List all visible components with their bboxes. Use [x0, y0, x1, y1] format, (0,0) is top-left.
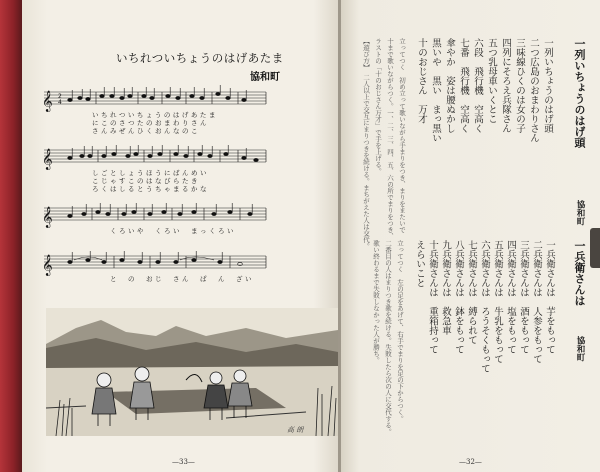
right-page: [341, 0, 600, 472]
left-page: [22, 0, 339, 472]
song1-line-1: 一列いちょうのはげ頭: [542, 38, 553, 133]
lyrics-row-4: と の おじ さん ぱ ん ざい: [110, 275, 254, 283]
song2-line-9: 九兵衛さんは 救急車: [440, 240, 451, 335]
song2-line-6: 六兵衛さんは ろうそくもって: [479, 240, 490, 373]
song2-line-10: 十兵衛さんは 重箱持って: [427, 240, 438, 354]
children-landscape-illustration: [46, 308, 338, 436]
song1-place: 協和町: [575, 200, 585, 226]
song1-note-2: 十まで歌いながらつく。一、二、三、四、五、六の所でまりをつき、: [386, 38, 394, 240]
notes-row-4: [68, 251, 266, 268]
song1-line-8: 傘やか 姿は腰ぬかし: [444, 38, 455, 133]
song2-line-8: 八兵衛さんは 鉢をもって: [453, 240, 464, 354]
song2-title: 一兵衛さんは: [573, 240, 586, 306]
song1-line-7: 七番 飛行機 空高く: [458, 38, 469, 133]
lyrics-row-2b: こじゃすこのはなびらたき: [92, 177, 200, 185]
song1-line-3: 三味線ひくのは女の子: [514, 38, 525, 133]
song1-line-2: 二つ広島のおまわりさん: [528, 38, 539, 143]
song2-place: 協和町: [575, 336, 585, 362]
bookmark-clip: [590, 228, 600, 268]
treble-clef: 𝄞: [42, 255, 53, 276]
song1-line-4: 四列にそろえ兵隊さん: [500, 38, 511, 133]
page-number-right: —32—: [459, 458, 482, 466]
song2-line-1: 一兵衛さんは 芋をもって: [544, 240, 555, 354]
lyrics-row-1b: にこのさつたのおまわりさん: [92, 119, 209, 127]
song2-line-2: 二兵衛さんは 人参をもって: [531, 240, 542, 364]
song1-line-5: 五つ乳母車いくとこ: [486, 38, 497, 124]
staff-3: [44, 208, 266, 220]
lyrics-row-3: くろいや くろい まっくろい: [110, 227, 236, 235]
svg-text:4: 4: [58, 99, 62, 106]
notes-row-2: [68, 145, 266, 162]
lyrics-row-1a: いちれついちょうのはげあたま: [92, 111, 218, 119]
notes-row-3: [68, 203, 266, 220]
artist-signature: 高 朗: [287, 426, 304, 434]
song2-line-7: 七兵衛さんは 縛られて: [466, 240, 477, 345]
page-number-left: —33—: [172, 458, 195, 466]
song2-note-2: 二番目の人はまりつき歌を続ける。失敗したら次の人に交代する。: [384, 240, 392, 435]
lyrics-row-2a: しごとしょうほうにばんめい: [92, 169, 209, 177]
song2-line-5: 五兵衛さんは 牛乳をもって: [492, 240, 503, 364]
song1-line-10: 十のおじさん 万才: [416, 38, 427, 124]
song2-line-4: 四兵衛さんは 塩をもって: [505, 240, 516, 354]
svg-text:2: 2: [58, 93, 62, 100]
song2-note-3: 歌い終わるまで失敗しなかった人が勝ち。: [372, 240, 380, 364]
lyrics-row-2c: ろくはしるとうちゃまるかな: [92, 185, 209, 193]
song1-line-9: 黒いや 黒い まっ黒い: [430, 38, 441, 143]
song1-note-3: ラストの「十のおじさん万才」で手を上げる。: [374, 38, 382, 175]
song1-title: 一列いちょうのはげ頭: [573, 38, 586, 148]
song2-note-1: 立ってつく 左の足をあげて、右手でまりを足の下からつく。: [396, 240, 404, 422]
treble-clef: 𝄞: [42, 149, 53, 170]
staff-2: [44, 150, 266, 162]
song-place: 協和町: [250, 72, 280, 83]
song1-note-4: 【遊び方】 二人以上で交互にまりつきを続ける。まちがえた人は交代。: [362, 38, 370, 250]
treble-clef: 𝄞: [42, 207, 53, 228]
song1-line-6: 六段 飛行機 空高く: [472, 38, 483, 133]
song-title: いちれついちょうのはげあたま: [116, 51, 284, 65]
staff-4: [44, 256, 266, 268]
treble-clef: 𝄞: [42, 91, 53, 112]
song2-line-11: えらいこと: [414, 240, 425, 288]
song1-note-1: 立ってつく 初め立って歌いながら手まりをつき、まりをまたいで: [398, 38, 406, 233]
song2-line-3: 三兵衛さんは 酒をもって: [518, 240, 529, 354]
book-spine: [0, 0, 22, 472]
staff-1: [44, 92, 266, 104]
lyrics-row-1c: さんみぜんひくおんなのこ: [92, 127, 200, 135]
